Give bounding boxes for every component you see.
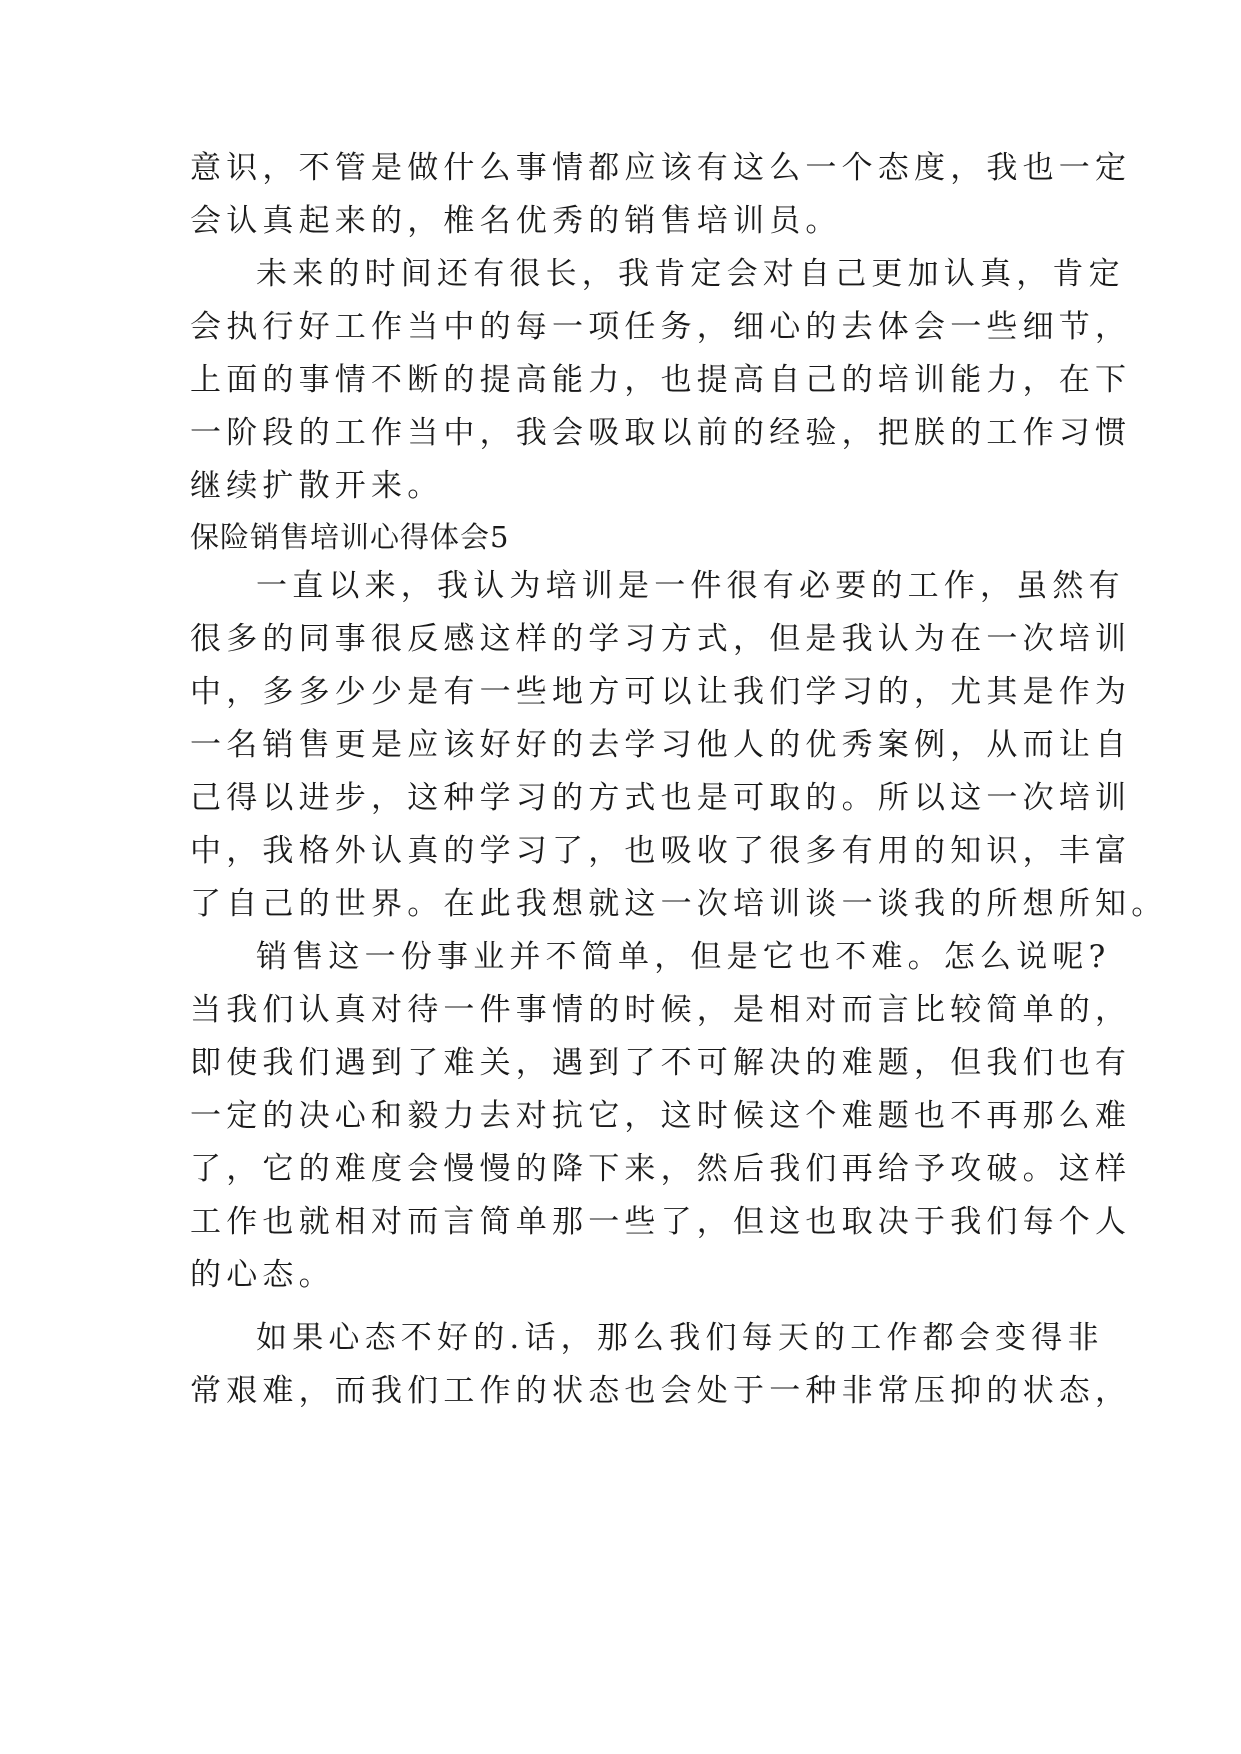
text-line: 己得以进步，这种学习的方式也是可取的。所以这一次培训 (190, 780, 1132, 816)
document-page (190, 0, 1168, 1754)
text-line: 工作也就相对而言简单那一些了，但这也取决于我们每个人 (190, 1204, 1132, 1240)
text-line: 的心态。 (190, 1257, 335, 1293)
text-line: 一阶段的工作当中，我会吸取以前的经验，把朕的工作习惯 (190, 415, 1132, 451)
text-line: 当我们认真对待一件事情的时候，是相对而言比较简单的， (190, 992, 1132, 1028)
text-line: 了，它的难度会慢慢的降下来，然后我们再给予攻破。这样 (190, 1151, 1132, 1187)
text-line: 一直以来，我认为培训是一件很有必要的工作，虽然有 (256, 568, 1125, 604)
text-line: 销售这一份事业并不简单，但是它也不难。怎么说呢? (256, 939, 1111, 975)
text-line: 会认真起来的，椎名优秀的销售培训员。 (190, 203, 842, 239)
text-line: 很多的同事很反感这样的学习方式，但是我认为在一次培训 (190, 621, 1132, 657)
text-line: 中，我格外认真的学习了，也吸收了很多有用的知识，丰富 (190, 833, 1132, 869)
text-line: 继续扩散开来。 (190, 468, 444, 504)
text-line: 即使我们遇到了难关，遇到了不可解决的难题，但我们也有 (190, 1045, 1132, 1081)
text-line: 未来的时间还有很长，我肯定会对自己更加认真，肯定 (256, 256, 1125, 292)
text-line: 中，多多少少是有一些地方可以让我们学习的，尤其是作为 (190, 674, 1132, 710)
text-line: 常艰难，而我们工作的状态也会处于一种非常压抑的状态， (190, 1373, 1132, 1409)
section-heading: 保险销售培训心得体会5 (190, 520, 510, 554)
text-line: 一定的决心和毅力去对抗它，这时候这个难题也不再那么难 (190, 1098, 1132, 1134)
text-line: 了自己的世界。在此我想就这一次培训谈一谈我的所想所知。 (190, 886, 1168, 922)
text-line: 一名销售更是应该好好的去学习他人的优秀案例，从而让自 (190, 727, 1132, 763)
text-line: 上面的事情不断的提高能力，也提高自己的培训能力，在下 (190, 362, 1132, 398)
text-line: 如果心态不好的.话，那么我们每天的工作都会变得非 (256, 1320, 1104, 1356)
text-line: 意识，不管是做什么事情都应该有这么一个态度，我也一定 (190, 150, 1132, 186)
text-line: 会执行好工作当中的每一项任务，细心的去体会一些细节， (190, 309, 1132, 345)
